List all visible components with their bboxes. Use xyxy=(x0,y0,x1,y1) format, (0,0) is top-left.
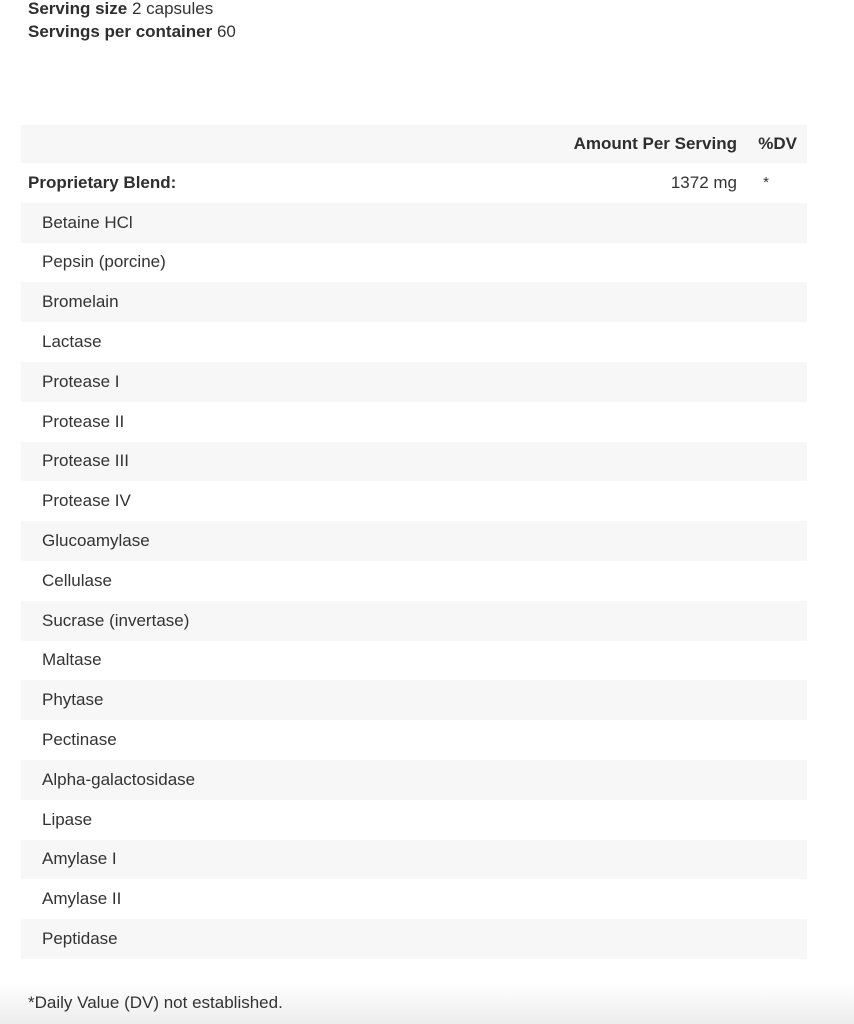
table-row xyxy=(21,680,807,720)
table-row xyxy=(21,362,807,402)
ingredient-name: Betaine HCl xyxy=(42,212,133,232)
ingredient-name: Glucoamylase xyxy=(42,531,150,551)
ingredient-name: Bromelain xyxy=(42,292,119,312)
table-row xyxy=(21,322,807,362)
ingredient-name: Peptidase xyxy=(42,929,118,949)
table-header-row xyxy=(21,125,807,163)
ingredient-name: Protease III xyxy=(42,451,129,471)
ingredient-name: Protease IV xyxy=(42,491,131,511)
footer-fade-band xyxy=(0,982,854,1024)
serving-size-value: 2 capsules xyxy=(131,0,214,18)
table-row xyxy=(21,919,807,959)
ingredient-name: Sucrase (invertase) xyxy=(42,610,190,630)
ingredient-name: Pectinase xyxy=(42,730,117,750)
ingredient-name: Amylase I xyxy=(42,849,117,869)
daily-value-footnote: *Daily Value (DV) not established. xyxy=(28,993,283,1012)
proprietary-blend-row xyxy=(21,163,807,203)
table-row xyxy=(21,561,807,601)
ingredient-name: Maltase xyxy=(42,650,102,670)
ingredient-name: Lipase xyxy=(42,809,93,829)
servings-per-container-label: Servings per container xyxy=(28,22,213,41)
proprietary-blend-amount: 1372 mg xyxy=(670,172,737,192)
table-row xyxy=(21,840,807,880)
proprietary-blend-dv: * xyxy=(763,174,769,192)
ingredient-name: Cellulase xyxy=(42,570,112,590)
ingredient-name: Amylase II xyxy=(42,889,122,909)
table-row xyxy=(21,442,807,482)
serving-info xyxy=(28,0,236,43)
ingredient-name: Protease II xyxy=(42,411,125,431)
proprietary-blend-name: Proprietary Blend: xyxy=(28,172,177,192)
ingredient-name: Lactase xyxy=(42,332,102,352)
ingredient-name: Protease I xyxy=(42,371,120,391)
table-row xyxy=(21,760,807,800)
table-row xyxy=(21,641,807,681)
ingredient-name: Pepsin (porcine) xyxy=(42,252,166,272)
table-row xyxy=(21,521,807,561)
table-row xyxy=(21,601,807,641)
table-row xyxy=(21,481,807,521)
table-row xyxy=(21,879,807,919)
ingredient-rows xyxy=(21,203,807,959)
servings-per-container-value: 60 xyxy=(216,22,236,41)
table-row xyxy=(21,282,807,322)
table-row xyxy=(21,203,807,243)
supplement-facts-table xyxy=(21,125,807,959)
table-row xyxy=(21,243,807,283)
ingredient-name: Phytase xyxy=(42,690,104,710)
servings-per-container-line xyxy=(28,20,236,43)
serving-size-label: Serving size xyxy=(28,0,128,18)
header-dv-cell: %DV xyxy=(758,134,797,153)
table-row xyxy=(21,720,807,760)
table-row xyxy=(21,800,807,840)
serving-size-line xyxy=(28,0,236,20)
ingredient-name: Alpha-galactosidase xyxy=(42,769,196,789)
table-row xyxy=(21,402,807,442)
header-amount-cell: Amount Per Serving xyxy=(573,134,737,153)
